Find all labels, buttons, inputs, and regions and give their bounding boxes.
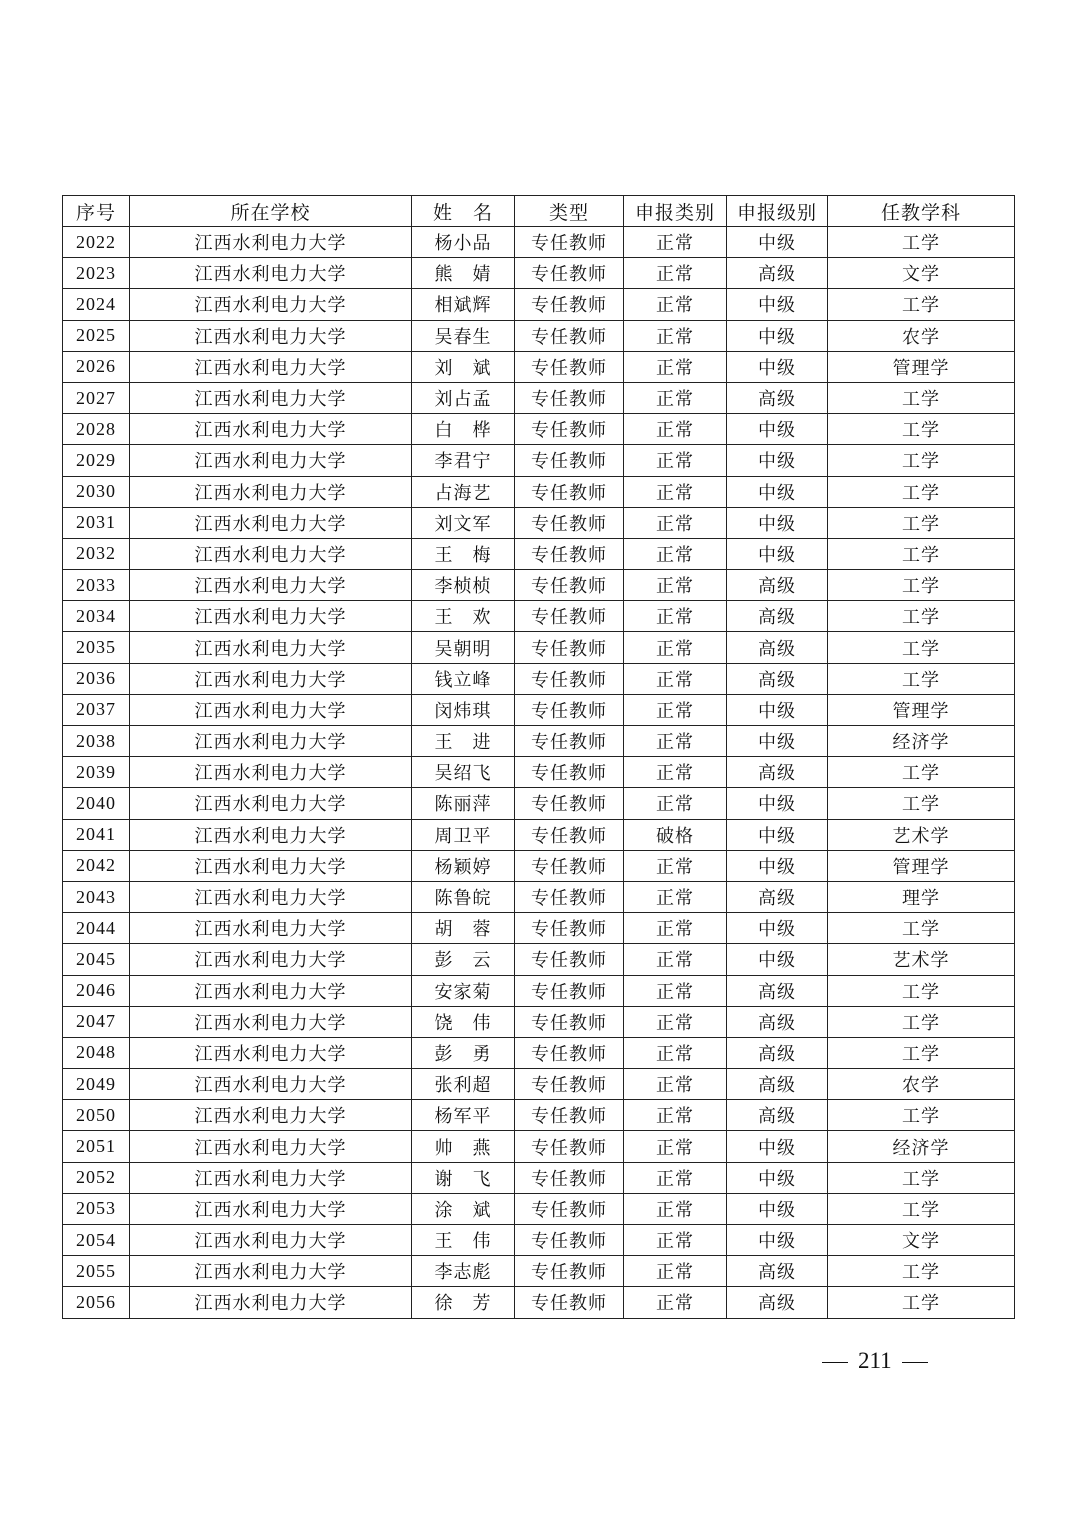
cell-name: 相斌辉 — [412, 289, 515, 320]
table-row — [63, 1193, 1015, 1224]
cell-application-level: 中级 — [727, 944, 828, 975]
cell-teaching-subject: 工学 — [828, 570, 1015, 601]
cell-teaching-subject: 经济学 — [828, 1131, 1015, 1162]
cell-school: 江西水利电力大学 — [130, 507, 412, 538]
cell-name: 王 进 — [412, 726, 515, 757]
cell-name: 王 梅 — [412, 538, 515, 569]
cell-application-level: 高级 — [727, 258, 828, 289]
cell-school: 江西水利电力大学 — [130, 1225, 412, 1256]
table-row — [63, 227, 1015, 258]
cell-type: 专任教师 — [515, 414, 624, 445]
cell-application-category: 正常 — [624, 1225, 727, 1256]
cell-type: 专任教师 — [515, 1287, 624, 1318]
cell-teaching-subject: 工学 — [828, 289, 1015, 320]
cell-teaching-subject: 艺术学 — [828, 944, 1015, 975]
table-row — [63, 1100, 1015, 1131]
cell-school: 江西水利电力大学 — [130, 1100, 412, 1131]
table-body — [63, 227, 1015, 1319]
table-row — [63, 694, 1015, 725]
cell-teaching-subject: 工学 — [828, 1193, 1015, 1224]
cell-application-category: 正常 — [624, 944, 727, 975]
cell-application-level: 高级 — [727, 663, 828, 694]
cell-application-category: 正常 — [624, 632, 727, 663]
cell-application-level: 中级 — [727, 788, 828, 819]
cell-school: 江西水利电力大学 — [130, 1131, 412, 1162]
cell-teaching-subject: 工学 — [828, 757, 1015, 788]
cell-serial-number: 2042 — [63, 850, 130, 881]
cell-application-category: 正常 — [624, 382, 727, 413]
table-row — [63, 663, 1015, 694]
cell-type: 专任教师 — [515, 1069, 624, 1100]
cell-type: 专任教师 — [515, 1225, 624, 1256]
cell-teaching-subject: 工学 — [828, 538, 1015, 569]
cell-school: 江西水利电力大学 — [130, 538, 412, 569]
cell-school: 江西水利电力大学 — [130, 414, 412, 445]
table-row — [63, 1131, 1015, 1162]
cell-serial-number: 2034 — [63, 601, 130, 632]
cell-school: 江西水利电力大学 — [130, 289, 412, 320]
header-name: 姓 名 — [412, 196, 515, 227]
cell-teaching-subject: 工学 — [828, 507, 1015, 538]
table-row — [63, 881, 1015, 912]
cell-teaching-subject: 管理学 — [828, 351, 1015, 382]
table-row — [63, 1069, 1015, 1100]
cell-application-category: 正常 — [624, 1287, 727, 1318]
cell-school: 江西水利电力大学 — [130, 1006, 412, 1037]
cell-serial-number: 2052 — [63, 1162, 130, 1193]
cell-teaching-subject: 工学 — [828, 1287, 1015, 1318]
cell-application-category: 正常 — [624, 289, 727, 320]
cell-application-level: 中级 — [727, 726, 828, 757]
cell-serial-number: 2044 — [63, 913, 130, 944]
table-row — [63, 320, 1015, 351]
cell-serial-number: 2046 — [63, 975, 130, 1006]
table-row — [63, 726, 1015, 757]
table-row — [63, 1162, 1015, 1193]
cell-application-category: 正常 — [624, 850, 727, 881]
cell-application-category: 正常 — [624, 258, 727, 289]
header-row — [63, 196, 1015, 227]
cell-application-category: 正常 — [624, 757, 727, 788]
cell-application-level: 高级 — [727, 382, 828, 413]
cell-serial-number: 2027 — [63, 382, 130, 413]
cell-name: 王 欢 — [412, 601, 515, 632]
cell-school: 江西水利电力大学 — [130, 320, 412, 351]
cell-name: 安家菊 — [412, 975, 515, 1006]
cell-application-category: 正常 — [624, 694, 727, 725]
table-row — [63, 757, 1015, 788]
cell-application-level: 高级 — [727, 1100, 828, 1131]
cell-application-category: 破格 — [624, 819, 727, 850]
cell-application-category: 正常 — [624, 663, 727, 694]
cell-serial-number: 2033 — [63, 570, 130, 601]
table-row — [63, 850, 1015, 881]
cell-teaching-subject: 工学 — [828, 913, 1015, 944]
cell-school: 江西水利电力大学 — [130, 788, 412, 819]
cell-serial-number: 2029 — [63, 445, 130, 476]
cell-application-category: 正常 — [624, 1193, 727, 1224]
table-row — [63, 382, 1015, 413]
cell-serial-number: 2031 — [63, 507, 130, 538]
cell-application-level: 高级 — [727, 1287, 828, 1318]
cell-application-level: 中级 — [727, 351, 828, 382]
cell-name: 杨军平 — [412, 1100, 515, 1131]
cell-application-category: 正常 — [624, 445, 727, 476]
cell-type: 专任教师 — [515, 632, 624, 663]
cell-type: 专任教师 — [515, 351, 624, 382]
table-row — [63, 538, 1015, 569]
cell-teaching-subject: 文学 — [828, 1225, 1015, 1256]
cell-school: 江西水利电力大学 — [130, 881, 412, 912]
cell-serial-number: 2053 — [63, 1193, 130, 1224]
cell-school: 江西水利电力大学 — [130, 1256, 412, 1287]
cell-application-level: 中级 — [727, 538, 828, 569]
cell-name: 徐 芳 — [412, 1287, 515, 1318]
cell-teaching-subject: 工学 — [828, 975, 1015, 1006]
cell-serial-number: 2054 — [63, 1225, 130, 1256]
footer-left-dash — [822, 1362, 848, 1363]
cell-application-level: 中级 — [727, 414, 828, 445]
cell-teaching-subject: 经济学 — [828, 726, 1015, 757]
cell-application-category: 正常 — [624, 320, 727, 351]
cell-teaching-subject: 工学 — [828, 414, 1015, 445]
header-application-level: 申报级别 — [727, 196, 828, 227]
cell-name: 刘占孟 — [412, 382, 515, 413]
cell-application-level: 高级 — [727, 601, 828, 632]
cell-type: 专任教师 — [515, 570, 624, 601]
page-footer — [812, 1348, 938, 1374]
cell-name: 李志彪 — [412, 1256, 515, 1287]
cell-application-category: 正常 — [624, 227, 727, 258]
cell-name: 饶 伟 — [412, 1006, 515, 1037]
cell-name: 陈鲁皖 — [412, 881, 515, 912]
cell-serial-number: 2023 — [63, 258, 130, 289]
cell-serial-number: 2038 — [63, 726, 130, 757]
cell-serial-number: 2026 — [63, 351, 130, 382]
cell-serial-number: 2043 — [63, 881, 130, 912]
cell-application-category: 正常 — [624, 507, 727, 538]
cell-name: 彭 勇 — [412, 1037, 515, 1068]
cell-application-category: 正常 — [624, 726, 727, 757]
cell-application-level: 中级 — [727, 819, 828, 850]
header-teaching-subject: 任教学科 — [828, 196, 1015, 227]
cell-type: 专任教师 — [515, 1162, 624, 1193]
cell-type: 专任教师 — [515, 944, 624, 975]
cell-name: 闵炜琪 — [412, 694, 515, 725]
cell-application-level: 中级 — [727, 1131, 828, 1162]
cell-application-level: 中级 — [727, 227, 828, 258]
cell-application-category: 正常 — [624, 414, 727, 445]
cell-serial-number: 2049 — [63, 1069, 130, 1100]
cell-type: 专任教师 — [515, 320, 624, 351]
cell-serial-number: 2032 — [63, 538, 130, 569]
header-serial-number: 序号 — [63, 196, 130, 227]
cell-teaching-subject: 工学 — [828, 227, 1015, 258]
table-row — [63, 1287, 1015, 1318]
cell-application-category: 正常 — [624, 913, 727, 944]
cell-application-level: 中级 — [727, 289, 828, 320]
cell-name: 陈丽萍 — [412, 788, 515, 819]
page-number: 211 — [858, 1348, 892, 1373]
cell-school: 江西水利电力大学 — [130, 476, 412, 507]
cell-type: 专任教师 — [515, 913, 624, 944]
cell-teaching-subject: 工学 — [828, 1006, 1015, 1037]
cell-application-level: 中级 — [727, 694, 828, 725]
cell-name: 吴绍飞 — [412, 757, 515, 788]
cell-type: 专任教师 — [515, 1006, 624, 1037]
cell-application-category: 正常 — [624, 1037, 727, 1068]
cell-application-level: 高级 — [727, 1037, 828, 1068]
cell-name: 刘 斌 — [412, 351, 515, 382]
table-row — [63, 570, 1015, 601]
cell-application-level: 高级 — [727, 975, 828, 1006]
table-row — [63, 351, 1015, 382]
cell-application-category: 正常 — [624, 1256, 727, 1287]
cell-name: 周卫平 — [412, 819, 515, 850]
cell-school: 江西水利电力大学 — [130, 445, 412, 476]
table-header — [63, 196, 1015, 227]
cell-teaching-subject: 农学 — [828, 320, 1015, 351]
cell-application-level: 高级 — [727, 881, 828, 912]
cell-school: 江西水利电力大学 — [130, 258, 412, 289]
cell-school: 江西水利电力大学 — [130, 227, 412, 258]
cell-serial-number: 2030 — [63, 476, 130, 507]
cell-school: 江西水利电力大学 — [130, 1193, 412, 1224]
cell-school: 江西水利电力大学 — [130, 601, 412, 632]
cell-teaching-subject: 工学 — [828, 1100, 1015, 1131]
cell-teaching-subject: 工学 — [828, 788, 1015, 819]
cell-serial-number: 2028 — [63, 414, 130, 445]
cell-serial-number: 2036 — [63, 663, 130, 694]
header-application-category: 申报类别 — [624, 196, 727, 227]
cell-type: 专任教师 — [515, 227, 624, 258]
cell-name: 谢 飞 — [412, 1162, 515, 1193]
cell-type: 专任教师 — [515, 1037, 624, 1068]
cell-type: 专任教师 — [515, 601, 624, 632]
cell-application-level: 高级 — [727, 1256, 828, 1287]
cell-type: 专任教师 — [515, 1131, 624, 1162]
cell-application-category: 正常 — [624, 1069, 727, 1100]
cell-serial-number: 2048 — [63, 1037, 130, 1068]
cell-name: 吴春生 — [412, 320, 515, 351]
cell-application-category: 正常 — [624, 1131, 727, 1162]
cell-name: 王 伟 — [412, 1225, 515, 1256]
cell-school: 江西水利电力大学 — [130, 850, 412, 881]
cell-school: 江西水利电力大学 — [130, 1287, 412, 1318]
cell-name: 胡 蓉 — [412, 913, 515, 944]
cell-serial-number: 2037 — [63, 694, 130, 725]
table-row — [63, 476, 1015, 507]
cell-application-level: 中级 — [727, 445, 828, 476]
cell-serial-number: 2022 — [63, 227, 130, 258]
cell-school: 江西水利电力大学 — [130, 632, 412, 663]
table-row — [63, 975, 1015, 1006]
cell-name: 钱立峰 — [412, 663, 515, 694]
cell-name: 熊 婧 — [412, 258, 515, 289]
teacher-roster-table — [62, 195, 1015, 1319]
cell-school: 江西水利电力大学 — [130, 975, 412, 1006]
cell-type: 专任教师 — [515, 975, 624, 1006]
table-row — [63, 445, 1015, 476]
table-row — [63, 507, 1015, 538]
cell-application-category: 正常 — [624, 1006, 727, 1037]
cell-name: 杨颖婷 — [412, 850, 515, 881]
cell-serial-number: 2040 — [63, 788, 130, 819]
cell-serial-number: 2045 — [63, 944, 130, 975]
cell-application-level: 中级 — [727, 1225, 828, 1256]
cell-application-level: 高级 — [727, 1006, 828, 1037]
cell-teaching-subject: 文学 — [828, 258, 1015, 289]
cell-teaching-subject: 工学 — [828, 632, 1015, 663]
cell-serial-number: 2041 — [63, 819, 130, 850]
cell-school: 江西水利电力大学 — [130, 726, 412, 757]
cell-school: 江西水利电力大学 — [130, 382, 412, 413]
cell-name: 吴朝明 — [412, 632, 515, 663]
table-row — [63, 1225, 1015, 1256]
cell-application-category: 正常 — [624, 975, 727, 1006]
cell-type: 专任教师 — [515, 1193, 624, 1224]
cell-serial-number: 2050 — [63, 1100, 130, 1131]
cell-teaching-subject: 理学 — [828, 881, 1015, 912]
cell-school: 江西水利电力大学 — [130, 351, 412, 382]
cell-application-level: 高级 — [727, 757, 828, 788]
cell-application-level: 中级 — [727, 320, 828, 351]
header-school: 所在学校 — [130, 196, 412, 227]
cell-type: 专任教师 — [515, 289, 624, 320]
cell-teaching-subject: 管理学 — [828, 694, 1015, 725]
cell-teaching-subject: 工学 — [828, 382, 1015, 413]
table-row — [63, 788, 1015, 819]
cell-serial-number: 2039 — [63, 757, 130, 788]
table-row — [63, 258, 1015, 289]
cell-application-category: 正常 — [624, 788, 727, 819]
cell-school: 江西水利电力大学 — [130, 1069, 412, 1100]
cell-application-level: 高级 — [727, 632, 828, 663]
cell-name: 涂 斌 — [412, 1193, 515, 1224]
cell-type: 专任教师 — [515, 445, 624, 476]
cell-teaching-subject: 工学 — [828, 1162, 1015, 1193]
cell-teaching-subject: 工学 — [828, 445, 1015, 476]
cell-teaching-subject: 农学 — [828, 1069, 1015, 1100]
cell-application-category: 正常 — [624, 570, 727, 601]
cell-type: 专任教师 — [515, 507, 624, 538]
cell-type: 专任教师 — [515, 476, 624, 507]
cell-name: 李桢桢 — [412, 570, 515, 601]
cell-application-level: 中级 — [727, 850, 828, 881]
cell-type: 专任教师 — [515, 757, 624, 788]
cell-teaching-subject: 工学 — [828, 1256, 1015, 1287]
cell-type: 专任教师 — [515, 538, 624, 569]
cell-type: 专任教师 — [515, 726, 624, 757]
cell-type: 专任教师 — [515, 694, 624, 725]
cell-teaching-subject: 工学 — [828, 601, 1015, 632]
cell-type: 专任教师 — [515, 663, 624, 694]
cell-application-level: 中级 — [727, 507, 828, 538]
cell-school: 江西水利电力大学 — [130, 944, 412, 975]
cell-name: 刘文军 — [412, 507, 515, 538]
cell-serial-number: 2055 — [63, 1256, 130, 1287]
cell-teaching-subject: 工学 — [828, 1037, 1015, 1068]
table-row — [63, 913, 1015, 944]
cell-school: 江西水利电力大学 — [130, 757, 412, 788]
cell-type: 专任教师 — [515, 819, 624, 850]
cell-application-level: 中级 — [727, 913, 828, 944]
cell-application-category: 正常 — [624, 476, 727, 507]
cell-application-category: 正常 — [624, 1100, 727, 1131]
cell-serial-number: 2051 — [63, 1131, 130, 1162]
table-row — [63, 1037, 1015, 1068]
table-row — [63, 601, 1015, 632]
cell-school: 江西水利电力大学 — [130, 694, 412, 725]
cell-type: 专任教师 — [515, 881, 624, 912]
table-row — [63, 819, 1015, 850]
cell-teaching-subject: 工学 — [828, 476, 1015, 507]
cell-type: 专任教师 — [515, 382, 624, 413]
cell-serial-number: 2035 — [63, 632, 130, 663]
cell-type: 专任教师 — [515, 1256, 624, 1287]
cell-school: 江西水利电力大学 — [130, 819, 412, 850]
cell-application-level: 高级 — [727, 570, 828, 601]
cell-serial-number: 2024 — [63, 289, 130, 320]
cell-type: 专任教师 — [515, 850, 624, 881]
cell-serial-number: 2047 — [63, 1006, 130, 1037]
table-row — [63, 289, 1015, 320]
cell-teaching-subject: 工学 — [828, 663, 1015, 694]
table-row — [63, 1256, 1015, 1287]
cell-application-category: 正常 — [624, 881, 727, 912]
cell-teaching-subject: 艺术学 — [828, 819, 1015, 850]
cell-application-level: 中级 — [727, 1193, 828, 1224]
table-row — [63, 632, 1015, 663]
cell-name: 白 桦 — [412, 414, 515, 445]
cell-teaching-subject: 管理学 — [828, 850, 1015, 881]
cell-serial-number: 2025 — [63, 320, 130, 351]
cell-application-level: 中级 — [727, 476, 828, 507]
cell-school: 江西水利电力大学 — [130, 663, 412, 694]
cell-name: 占海艺 — [412, 476, 515, 507]
cell-school: 江西水利电力大学 — [130, 913, 412, 944]
cell-application-category: 正常 — [624, 538, 727, 569]
cell-name: 张利超 — [412, 1069, 515, 1100]
cell-school: 江西水利电力大学 — [130, 570, 412, 601]
cell-name: 帅 燕 — [412, 1131, 515, 1162]
cell-application-category: 正常 — [624, 351, 727, 382]
cell-name: 李君宁 — [412, 445, 515, 476]
cell-application-category: 正常 — [624, 1162, 727, 1193]
cell-school: 江西水利电力大学 — [130, 1037, 412, 1068]
cell-school: 江西水利电力大学 — [130, 1162, 412, 1193]
cell-serial-number: 2056 — [63, 1287, 130, 1318]
table-row — [63, 414, 1015, 445]
cell-type: 专任教师 — [515, 788, 624, 819]
cell-application-level: 高级 — [727, 1069, 828, 1100]
cell-application-level: 中级 — [727, 1162, 828, 1193]
header-type: 类型 — [515, 196, 624, 227]
table-row — [63, 1006, 1015, 1037]
footer-right-dash — [902, 1362, 928, 1363]
cell-application-category: 正常 — [624, 601, 727, 632]
cell-name: 杨小品 — [412, 227, 515, 258]
cell-type: 专任教师 — [515, 258, 624, 289]
table-row — [63, 944, 1015, 975]
cell-type: 专任教师 — [515, 1100, 624, 1131]
cell-name: 彭 云 — [412, 944, 515, 975]
